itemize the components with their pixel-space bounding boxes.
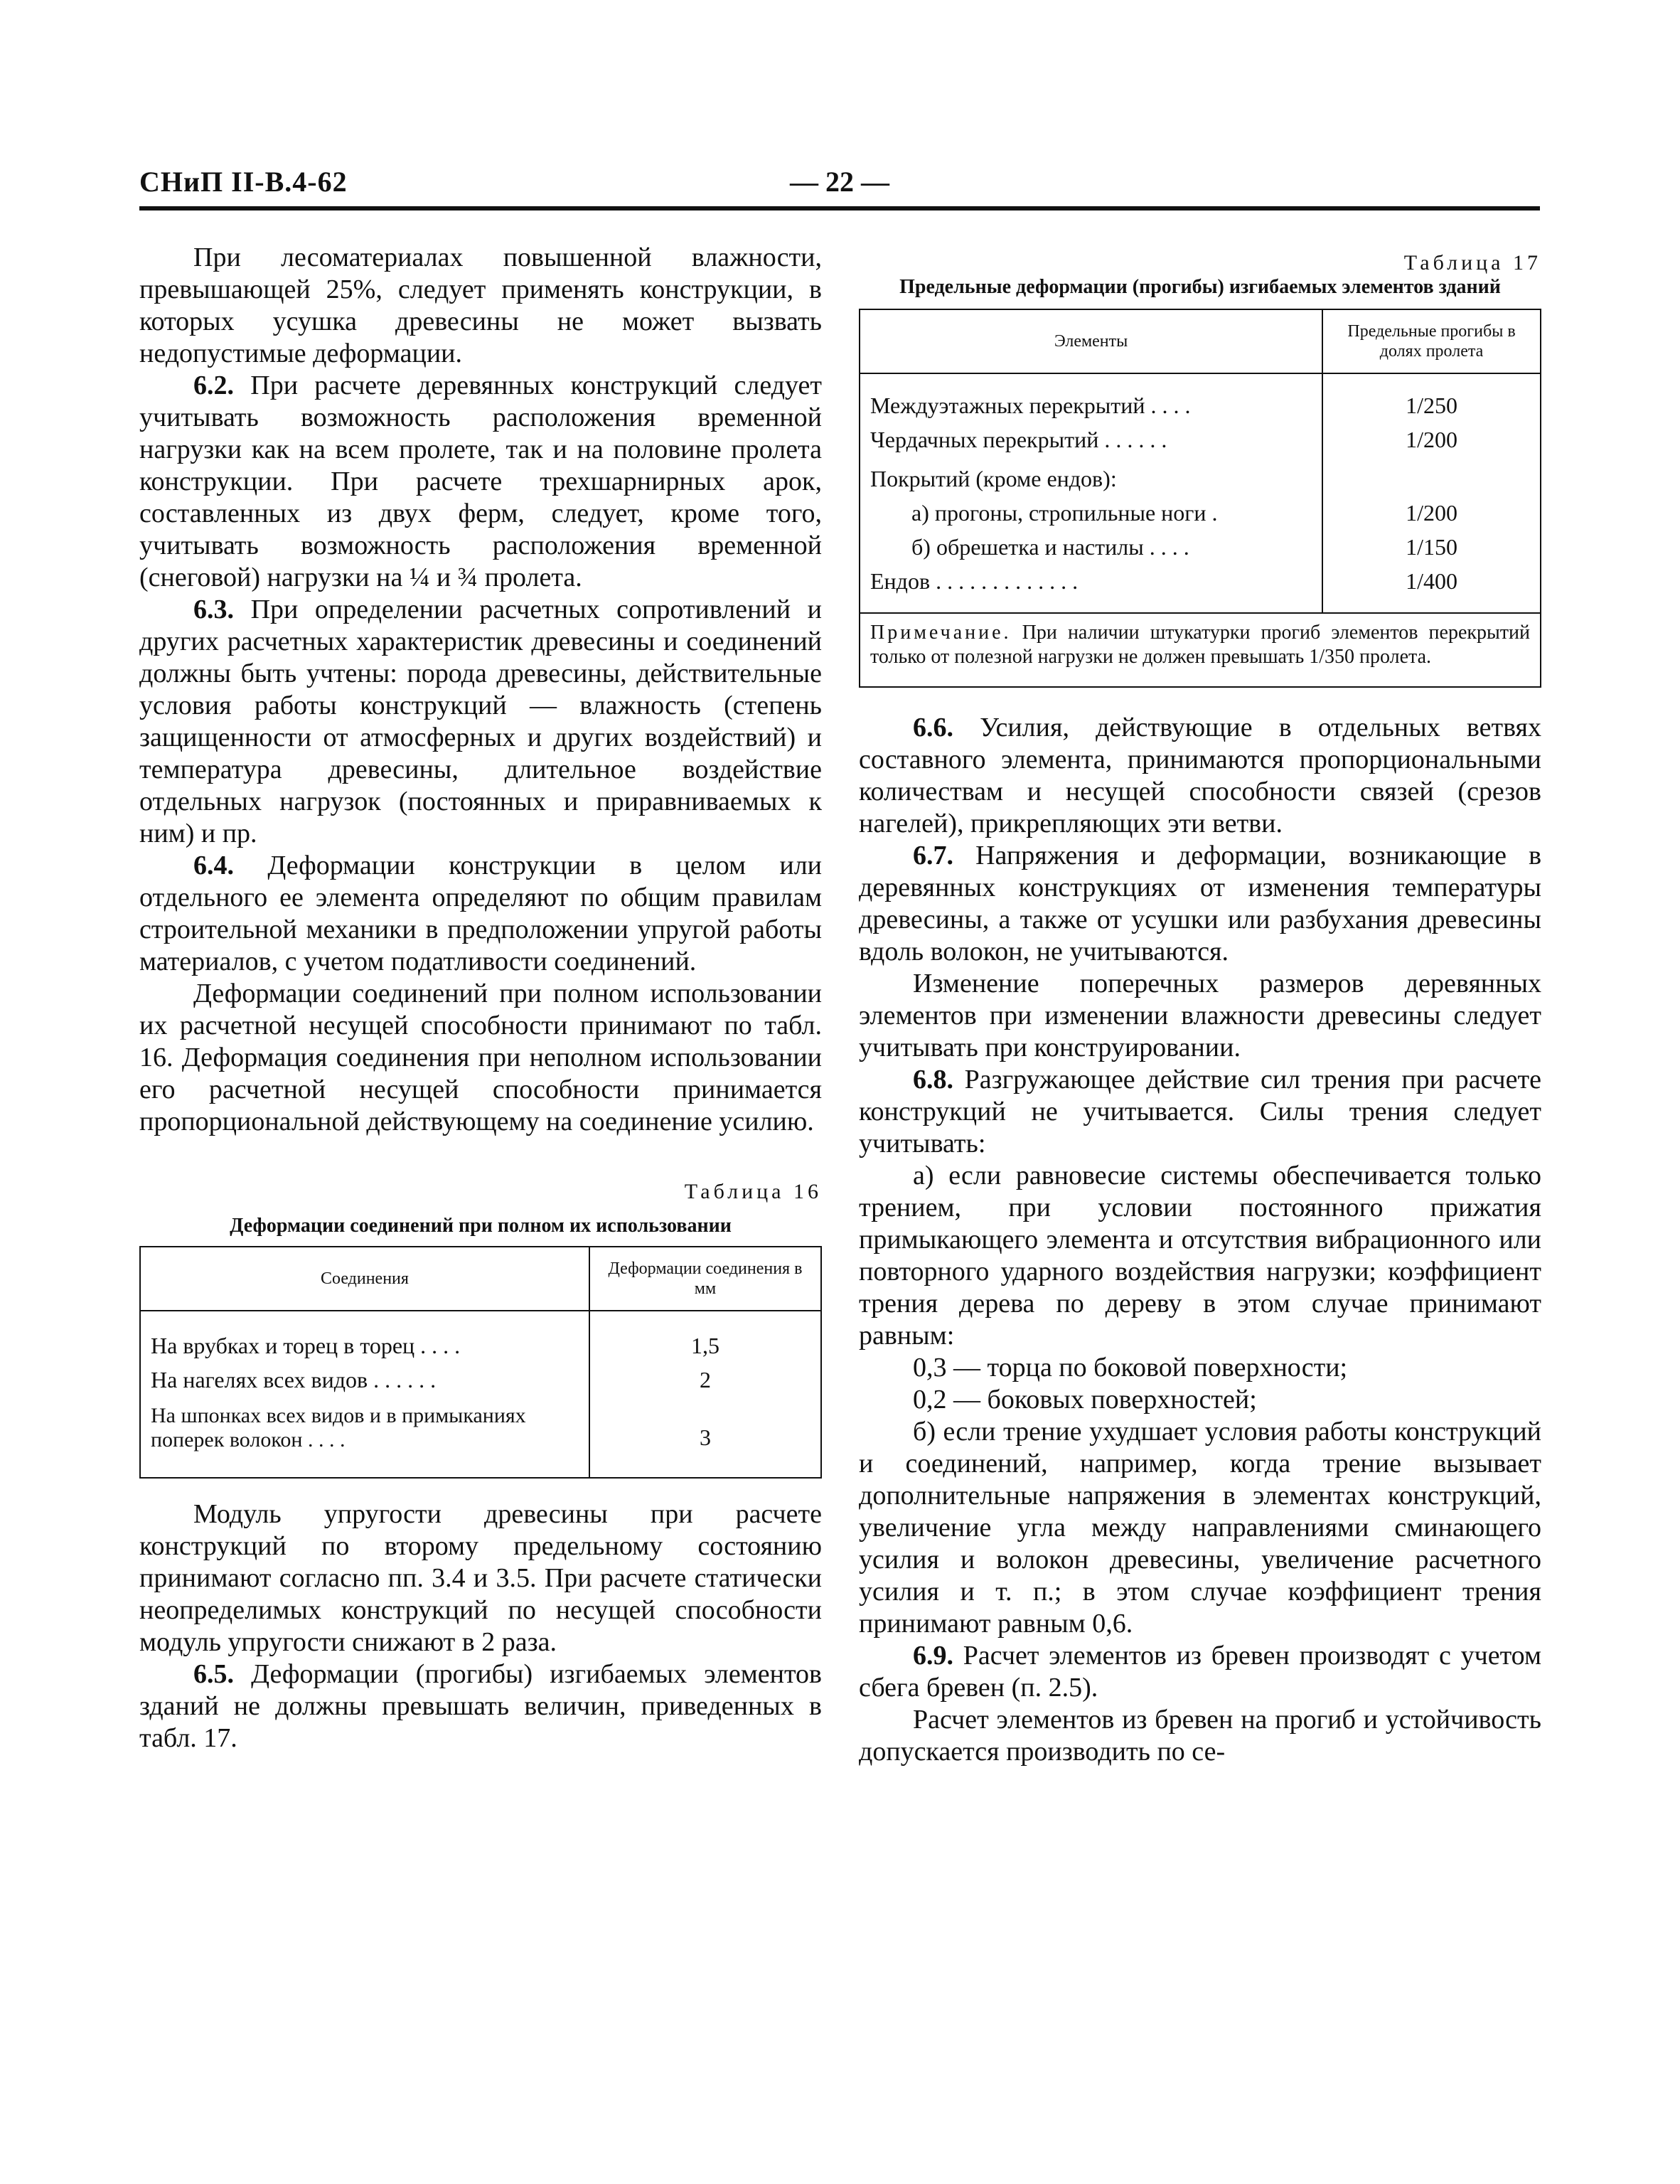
clause-number: 6.4. bbox=[193, 851, 234, 880]
row-value: 3 bbox=[589, 1397, 820, 1454]
document-code: СНиП II-В.4-62 bbox=[139, 166, 348, 198]
row-value bbox=[1322, 457, 1540, 496]
row-value: 1,5 bbox=[589, 1328, 820, 1363]
clause-number: 6.7. bbox=[913, 841, 953, 870]
paragraph-6-9: 6.9. Расчет элементов из бревен производят с учетом сбега бревен (п. 2.5). bbox=[859, 1641, 1541, 1703]
note-label: Примечание. bbox=[870, 622, 1012, 644]
paragraph-6-7: 6.7. Напряжения и деформации, возникающие в деревянных конструкциях от изменения температуры древесины, а также от усушки или разбухания древесины вдоль волокон, не учитываются. bbox=[859, 841, 1542, 966]
table-17-grid bbox=[860, 310, 1540, 612]
table-17-caption: Таблица 17 bbox=[1403, 251, 1541, 275]
row-value: 1/250 bbox=[1322, 388, 1540, 422]
row-value: 1/200 bbox=[1322, 496, 1540, 530]
table-16-title: Деформации соединений при полном их использовании bbox=[230, 1215, 732, 1237]
row-name: Чердачных перекрытий . . . . . . bbox=[870, 427, 1167, 452]
column-header-connections: Соединения bbox=[321, 1269, 409, 1288]
paragraph-6-9-continued: Расчет элементов из бревен на прогиб и устойчивость допускается производить по се- bbox=[859, 1705, 1541, 1767]
clause-number: 6.9. bbox=[913, 1641, 953, 1671]
note-text: При наличии штукатурки прогиб элементов перекрытий только от полезной нагрузки не должен превышать 1/350 пролета. bbox=[870, 622, 1531, 668]
clause-number: 6.2. bbox=[193, 371, 234, 400]
paragraph-6-7-continued: Изменение поперечных размеров деревянных элементов при изменении влажности древесины следует учитывать при конструировании. bbox=[859, 969, 1541, 1062]
paragraph-6-6: 6.6. Усилия, действующие в отдельных ветвях составного элемента, принимаются пропорциональными количествам и несущей способности связей (срезов нагелей), прикрепляющих эти ветви. bbox=[859, 713, 1542, 838]
paragraph-6-4: 6.4. Деформации конструкции в целом или отдельного ее элемента определяют по общим правилам строительной механики в предположении упругой работы материалов, с учетом податливости соединений. bbox=[139, 851, 823, 976]
row-name: Покрытий (кроме ендов): bbox=[870, 466, 1117, 491]
row-value: 1/150 bbox=[1322, 530, 1540, 564]
table-row bbox=[141, 1363, 820, 1397]
column-header-deflections: Предельные прогибы в долях пролета bbox=[1322, 310, 1540, 373]
paragraph-modulus: Модуль упругости древесины при расчете конструкций по второму предельному состоянию принимают согласно пп. 3.4 и 3.5. При расчете статически неопределимых конструкций по несущей способности модуль упругости снижают в 2 раза. bbox=[139, 1499, 822, 1657]
table-16 bbox=[139, 1246, 822, 1479]
row-name: На шпонках всех видов и в примыканиях поперек волокон . . . . bbox=[151, 1404, 526, 1451]
table-row bbox=[860, 457, 1540, 496]
paragraph-6-4-continued: Деформации соединений при полном использовании их расчетной несущей способности принимают по табл. 16. Деформация соединения при неполном использовании его расчетной несущей способности принимается пропорциональной действующему на соединение усилию. bbox=[139, 979, 822, 1136]
row-name: б) обрешетка и настилы . . . . bbox=[911, 534, 1189, 560]
column-header-deformation: Деформации соединения в мм bbox=[589, 1247, 820, 1311]
table-17 bbox=[859, 309, 1541, 688]
table-16-grid bbox=[141, 1247, 820, 1477]
paragraph-intro: При лесоматериалах повышенной влажности, превышающей 25%, следует применять конструкции, в которых усушка древесины не может вызвать недопустимые деформации. bbox=[139, 243, 822, 368]
page-number: — 22 — bbox=[790, 166, 889, 198]
paragraph-6-2: 6.2. При расчете деревянных конструкций следует учитывать возможность расположения временной нагрузки как на всем пролете, так и на половине пролета конструкции. При расчете трехшарнирных арок, составленных из двух ферм, следует, кроме того, учитывать возможность расположения временной (снеговой) нагрузки на ¼ и ¾ пролета. bbox=[139, 371, 822, 592]
row-name: Ендов . . . . . . . . . . . . . bbox=[870, 568, 1079, 594]
friction-item-2: 0,2 — боковых поверхностей; bbox=[913, 1385, 1257, 1415]
row-name: Междуэтажных перекрытий . . . . bbox=[870, 393, 1191, 418]
row-name: На нагелях всех видов . . . . . . bbox=[151, 1367, 437, 1392]
table-header-row bbox=[141, 1247, 820, 1311]
row-name: На врубках и торец в торец . . . . bbox=[151, 1333, 461, 1358]
paragraph-6-8-b: б) если трение ухудшает условия работы конструкций и соединений, например, когда трение вызывает дополнительные напряжения в элементах конструкций, увеличение угла между направлениями сминающего усилия и волокон древесины, увеличение расчетного усилия и т. п.; в этом случае коэффициент трения принимают равным 0,6. bbox=[859, 1417, 1541, 1639]
table-17-note bbox=[860, 612, 1540, 686]
table-row bbox=[141, 1397, 820, 1454]
paragraph-6-3: 6.3. При определении расчетных сопротивлений и других расчетных характеристик древесины и соединений должны быть учтены: порода древесины, действительные условия работы конструкций — влажность (степень защищенности от атмосферных и других воздействий) и температура древесины, длительное воздействие отдельных нагрузок (постоянных и приравниваемых к ним) и пр. bbox=[139, 595, 822, 848]
clause-number: 6.5. bbox=[193, 1659, 234, 1689]
table-16-caption: Таблица 16 bbox=[684, 1180, 822, 1203]
row-name: а) прогоны, стропильные ноги . bbox=[911, 500, 1218, 526]
table-row bbox=[141, 1328, 820, 1363]
friction-item-1: 0,3 — торца по боковой поверхности; bbox=[913, 1353, 1348, 1383]
table-row bbox=[860, 388, 1540, 422]
clause-number: 6.8. bbox=[913, 1065, 953, 1094]
table-header-row bbox=[860, 310, 1540, 373]
paragraph-6-5: 6.5. Деформации (прогибы) изгибаемых элементов зданий не должны превышать величин, приведенных в табл. 17. bbox=[139, 1659, 822, 1753]
right-column bbox=[859, 250, 1541, 1768]
table-row bbox=[860, 496, 1540, 530]
header-rule bbox=[139, 206, 1540, 211]
page-header bbox=[139, 165, 1540, 208]
table-17-title: Предельные деформации (прогибы) изгибаемых элементов зданий bbox=[899, 276, 1501, 298]
row-value: 1/400 bbox=[1322, 564, 1540, 598]
table-row bbox=[860, 530, 1540, 564]
clause-number: 6.3. bbox=[193, 595, 234, 624]
paragraph-6-8: 6.8. Разгружающее действие сил трения при расчете конструкций не учитывается. Силы трения следует учитывать: bbox=[859, 1065, 1542, 1158]
column-header-elements: Элементы bbox=[1054, 332, 1128, 351]
row-value: 2 bbox=[589, 1363, 820, 1397]
table-row bbox=[860, 422, 1540, 457]
left-column bbox=[139, 242, 822, 1754]
paragraph-6-8-a: а) если равновесие системы обеспечивается только трением, при условии постоянного прижатия примыкающего элемента и отсутствия вибрационного или повторного ударного воздействия нагрузки; коэффициент трения дерева по дереву в этом случае принимают равным: bbox=[859, 1161, 1541, 1351]
row-value: 1/200 bbox=[1322, 422, 1540, 457]
table-row bbox=[860, 564, 1540, 598]
clause-number: 6.6. bbox=[913, 713, 953, 742]
